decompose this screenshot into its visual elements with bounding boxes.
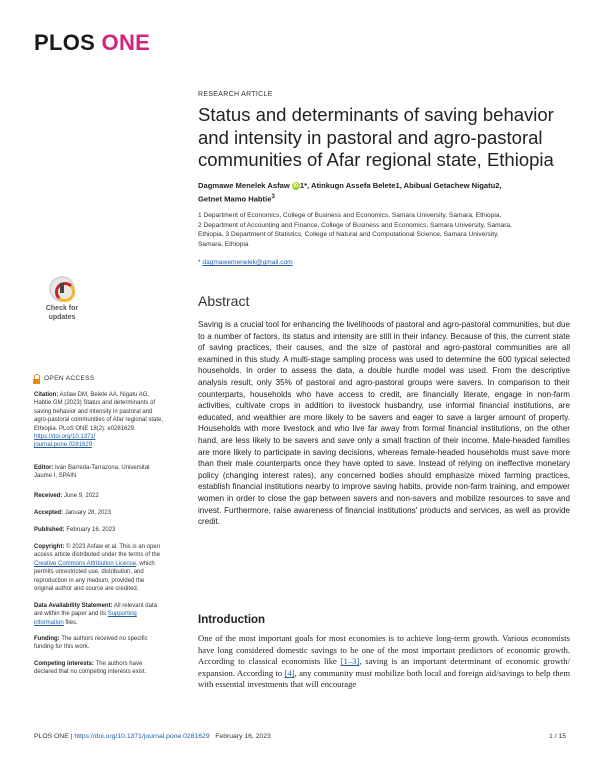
accepted-block: Accepted: January 28, 2023 <box>34 510 112 516</box>
competing-interests-block: Competing interests: The authors have declared that no competing interests exist. <box>34 661 147 676</box>
footer-doi-link[interactable]: https://doi.org/10.1371/journal.pone.0281629 <box>74 733 210 740</box>
corresponding-author <box>198 259 570 266</box>
affiliations <box>198 211 570 249</box>
open-access-label: OPEN ACCESS <box>34 374 164 383</box>
introduction-heading: Introduction <box>198 614 266 626</box>
author-3[interactable]: 1, Abibual Getachew Nigatu <box>395 181 496 190</box>
corresponding-email-link[interactable]: dagmawemenelek@gmail.com <box>202 259 293 266</box>
funding-block: Funding: The authors received no specific funding for this work. <box>34 636 148 651</box>
check-for-updates-button[interactable] <box>34 276 90 328</box>
check-updates-icon <box>49 276 75 302</box>
logo-one: ONE <box>101 30 151 55</box>
author-2[interactable]: 1*, Atinkugn Assefa Belete <box>299 181 396 190</box>
footer-separator: | <box>68 733 75 740</box>
editor-block: Editor: Iván Barreda-Tarrazona, Universitat Jaume I, SPAIN <box>34 465 150 480</box>
author-list <box>198 180 570 205</box>
citation-doi-link-cont[interactable]: journal.pone.0281629 <box>34 442 93 449</box>
reference-link[interactable]: [4] <box>284 667 295 678</box>
citation-doi-link[interactable]: https://doi.org/10.1371/ <box>34 434 96 441</box>
footer-date: February 16, 2023 <box>215 733 271 740</box>
supporting-information-link[interactable]: Supporting information <box>34 611 137 626</box>
citation-block: Citation: Asfaw DM, Belete AA, Nigatu AG, Habtie GM (2023) Status and determinants of saving behavior and intensity in pastoral and agro-pastoral communities of Afar regional state, Ethiopia. PLoS ONE 18(2): e0281629. https://doi.org/10.1371/ journal.pone.0281629 <box>34 392 164 449</box>
published-block: Published: February 16, 2023 <box>34 527 116 533</box>
abstract-text: Saving is a crucial tool for enhancing the livelihoods of pastoral and agro-pastoral communities, but due to a number of factors, its status and intensity are still in their infancy. Because of this, the current state of saving practices, their causes, and the size of pastoral and agro-pastoral communities are all examined in this study. A multi-stage sampling process was used to determine the 600 typical selected households. In order to assess the data, a double hurdle model was used. From the descriptive analysis result, only 35% of pastoral and agro-pastoral groups were savers. In comparison to their counterparts, households who have access to credit, are financially literate, engage in non-farm activities, cultivate crops in addition to livestock husbandry, use informal financial institutions, are educated, and wealthier are more likely to be savers and eager to save a larger amount of property. Households with more livestock and who live far away from formal financial institutions, on the other hand, are less likely to be savers and save only a small fraction of their income. Male-headed families are more likely to participate in saving decisions, whereas female-headed households must save more than their male counterparts once they have opted to save. Instead of relying on ineffective monetary policy (changing interest rates), any concerned bodies should emphasize mixed farming practices, establish financial institutions nearby to improve saving habits, provide non-farm training, and empower women in order to close the gap between savers and non-savers and mobilize resources to save and invest. Furthermore, raise awareness of financial institutions' products and services, as well as provide credit. <box>198 320 570 527</box>
article-type: RESEARCH ARTICLE <box>198 91 273 98</box>
author-1[interactable]: Dagmawe Menelek Asfaw <box>198 181 290 190</box>
received-block: Received: June 9, 2022 <box>34 493 99 499</box>
check-updates-label: Check for updates <box>45 305 79 321</box>
open-access-lock-icon <box>34 374 40 381</box>
article-title: Status and determinants of saving behavior and intensity in pastoral and agro-pastoral communities of Afar regional state, Ethiopia <box>198 104 554 170</box>
affiliation-line: Ethiopia, 3 Department of Statistics, College of Natural and Computational Science, Samara University, <box>198 231 499 239</box>
logo-plos: PLOS <box>34 30 96 55</box>
introduction-text: One of the most important goals for most economies is to achieve long-term growth. Various economists have long considered domestic savings to be one of the most important predictors of economic growth. According to classical economists like [1–3], saving is an important determinant of economic growth/ expansion. According to [4], any community must mobilize both local and foreign aid/savings to help them with essential investments that will encourage <box>198 633 570 690</box>
author-4[interactable]: Getnet Mamo Habtie <box>198 194 272 204</box>
cc-license-link[interactable]: Creative Commons Attribution License <box>34 560 137 567</box>
author-3-affil: 2, <box>495 181 502 190</box>
corresponding-star: * <box>198 259 201 266</box>
copyright-block: Copyright: © 2023 Asfaw et al. This is an open access article distributed under the terms of the Creative Commons Attribution License, which permits unrestricted use, distribution, and reproduction in any medium, provided the original author and source are credited. <box>34 544 161 593</box>
page-footer <box>34 733 566 740</box>
affiliation-line: Samara, Ethiopia <box>198 240 249 248</box>
orcid-icon[interactable]: iD <box>293 183 299 189</box>
abstract-heading: Abstract <box>198 293 250 309</box>
author-4-affil: 3 <box>271 193 275 200</box>
data-availability-block: Data Availability Statement: All relevant data are within the paper and its Supporting information files. <box>34 603 157 626</box>
footer-journal: PLOS ONE <box>34 733 69 740</box>
affiliation-line: 2 Department of Accounting and Finance, College of Business and Economics, Samara University, Samara, <box>198 221 512 229</box>
reference-link[interactable]: [1–3] <box>340 656 360 667</box>
journal-logo <box>34 30 150 56</box>
page-number: 1 / 15 <box>548 733 566 740</box>
affiliation-line: 1 Department of Economics, College of Business and Economics, Samara University, Samara, Ethiopia, <box>198 212 502 219</box>
